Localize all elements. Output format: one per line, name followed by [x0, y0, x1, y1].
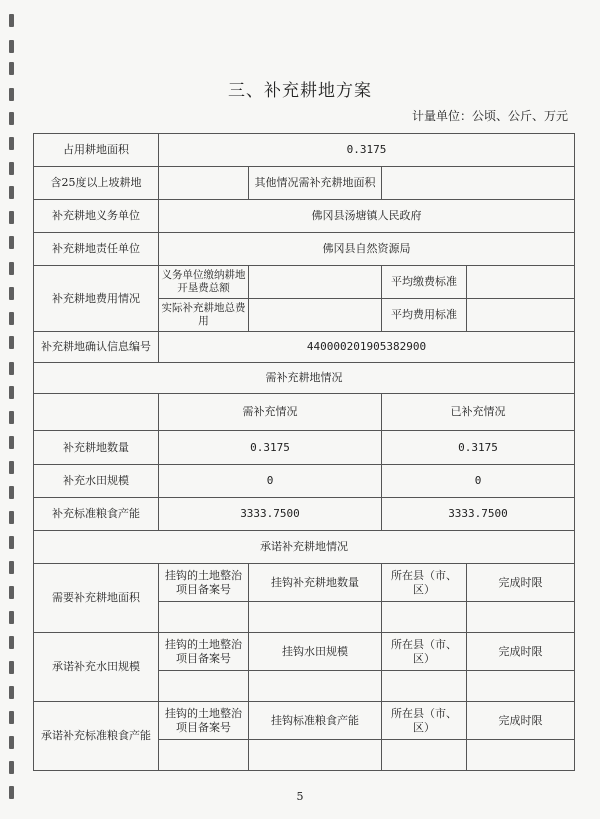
slope-value	[159, 167, 249, 200]
table-row	[34, 431, 575, 465]
need-section-header: 需补充耕地情况	[34, 363, 575, 394]
need-item-label: 补充标准粮食产能	[34, 498, 159, 531]
need-item-need: 0.3175	[159, 431, 382, 465]
empty-cell	[159, 671, 249, 702]
table-row	[34, 134, 575, 167]
responsible-value: 佛冈县自然资源局	[159, 233, 575, 266]
fee-avg-label: 平均缴费标准	[382, 266, 467, 299]
col-done-header: 已补充情况	[382, 394, 575, 431]
actual-total-label: 实际补充耕地总费用	[159, 299, 249, 332]
fee-avg-value	[467, 266, 575, 299]
table-row	[34, 633, 575, 671]
need-item-done: 0.3175	[382, 431, 575, 465]
location-label: 所在县（市、区）	[382, 564, 467, 602]
empty-cell	[34, 394, 159, 431]
measure-label: 挂钩补充耕地数量	[249, 564, 382, 602]
page-number: 5	[296, 790, 304, 803]
promise-label: 承诺补充水田规模	[34, 633, 159, 702]
actual-avg-value	[467, 299, 575, 332]
measure-label: 挂钩标准粮食产能	[249, 702, 382, 740]
record-label: 挂钩的土地整治项目备案号	[159, 633, 249, 671]
table-row	[34, 531, 575, 564]
need-item-done: 3333.7500	[382, 498, 575, 531]
table-row	[34, 332, 575, 363]
actual-avg-label: 平均费用标准	[382, 299, 467, 332]
page-title: 三、补充耕地方案	[228, 81, 372, 101]
need-item-label: 补充耕地数量	[34, 431, 159, 465]
occupied-area-value: 0.3175	[159, 134, 575, 167]
location-label: 所在县（市、区）	[382, 633, 467, 671]
col-need-header: 需补充情况	[159, 394, 382, 431]
measure-label: 挂钩水田规模	[249, 633, 382, 671]
table-row	[34, 498, 575, 531]
slope-label: 含25度以上坡耕地	[34, 167, 159, 200]
fee-total-label: 义务单位缴纳耕地开垦费总额	[159, 266, 249, 299]
table-row	[34, 465, 575, 498]
confirm-no-value: 440000201905382900	[159, 332, 575, 363]
other-area-value	[382, 167, 575, 200]
unit-note: 计量单位：公顷、公斤、万元	[411, 109, 568, 123]
empty-cell	[159, 602, 249, 633]
empty-cell	[382, 740, 467, 771]
table-row	[34, 394, 575, 431]
cost-label: 补充耕地费用情况	[34, 266, 159, 332]
promise-label: 承诺补充标准粮食产能	[34, 702, 159, 771]
obligor-label: 补充耕地义务单位	[34, 200, 159, 233]
empty-cell	[249, 740, 382, 771]
empty-cell	[249, 671, 382, 702]
fee-total-value	[249, 266, 382, 299]
table-row	[34, 266, 575, 299]
need-item-need: 0	[159, 465, 382, 498]
actual-total-value	[249, 299, 382, 332]
binding-holes	[6, 0, 20, 819]
empty-cell	[467, 740, 575, 771]
promise-label: 需要补充耕地面积	[34, 564, 159, 633]
confirm-no-label: 补充耕地确认信息编号	[34, 332, 159, 363]
table-row	[34, 233, 575, 266]
need-item-done: 0	[382, 465, 575, 498]
empty-cell	[382, 602, 467, 633]
record-label: 挂钩的土地整治项目备案号	[159, 564, 249, 602]
occupied-area-label: 占用耕地面积	[34, 134, 159, 167]
compensation-table	[33, 133, 575, 771]
deadline-label: 完成时限	[467, 633, 575, 671]
empty-cell	[467, 602, 575, 633]
obligor-value: 佛冈县汤塘镇人民政府	[159, 200, 575, 233]
empty-cell	[467, 671, 575, 702]
deadline-label: 完成时限	[467, 702, 575, 740]
responsible-label: 补充耕地责任单位	[34, 233, 159, 266]
record-label: 挂钩的土地整治项目备案号	[159, 702, 249, 740]
promise-section-header: 承诺补充耕地情况	[34, 531, 575, 564]
empty-cell	[382, 671, 467, 702]
empty-cell	[159, 740, 249, 771]
other-area-label: 其他情况需补充耕地面积	[249, 167, 382, 200]
empty-cell	[249, 602, 382, 633]
location-label: 所在县（市、区）	[382, 702, 467, 740]
table-row	[34, 702, 575, 740]
table-row	[34, 363, 575, 394]
need-item-label: 补充水田规模	[34, 465, 159, 498]
table-row	[34, 167, 575, 200]
deadline-label: 完成时限	[467, 564, 575, 602]
table-row	[34, 200, 575, 233]
table-row	[34, 564, 575, 602]
need-item-need: 3333.7500	[159, 498, 382, 531]
